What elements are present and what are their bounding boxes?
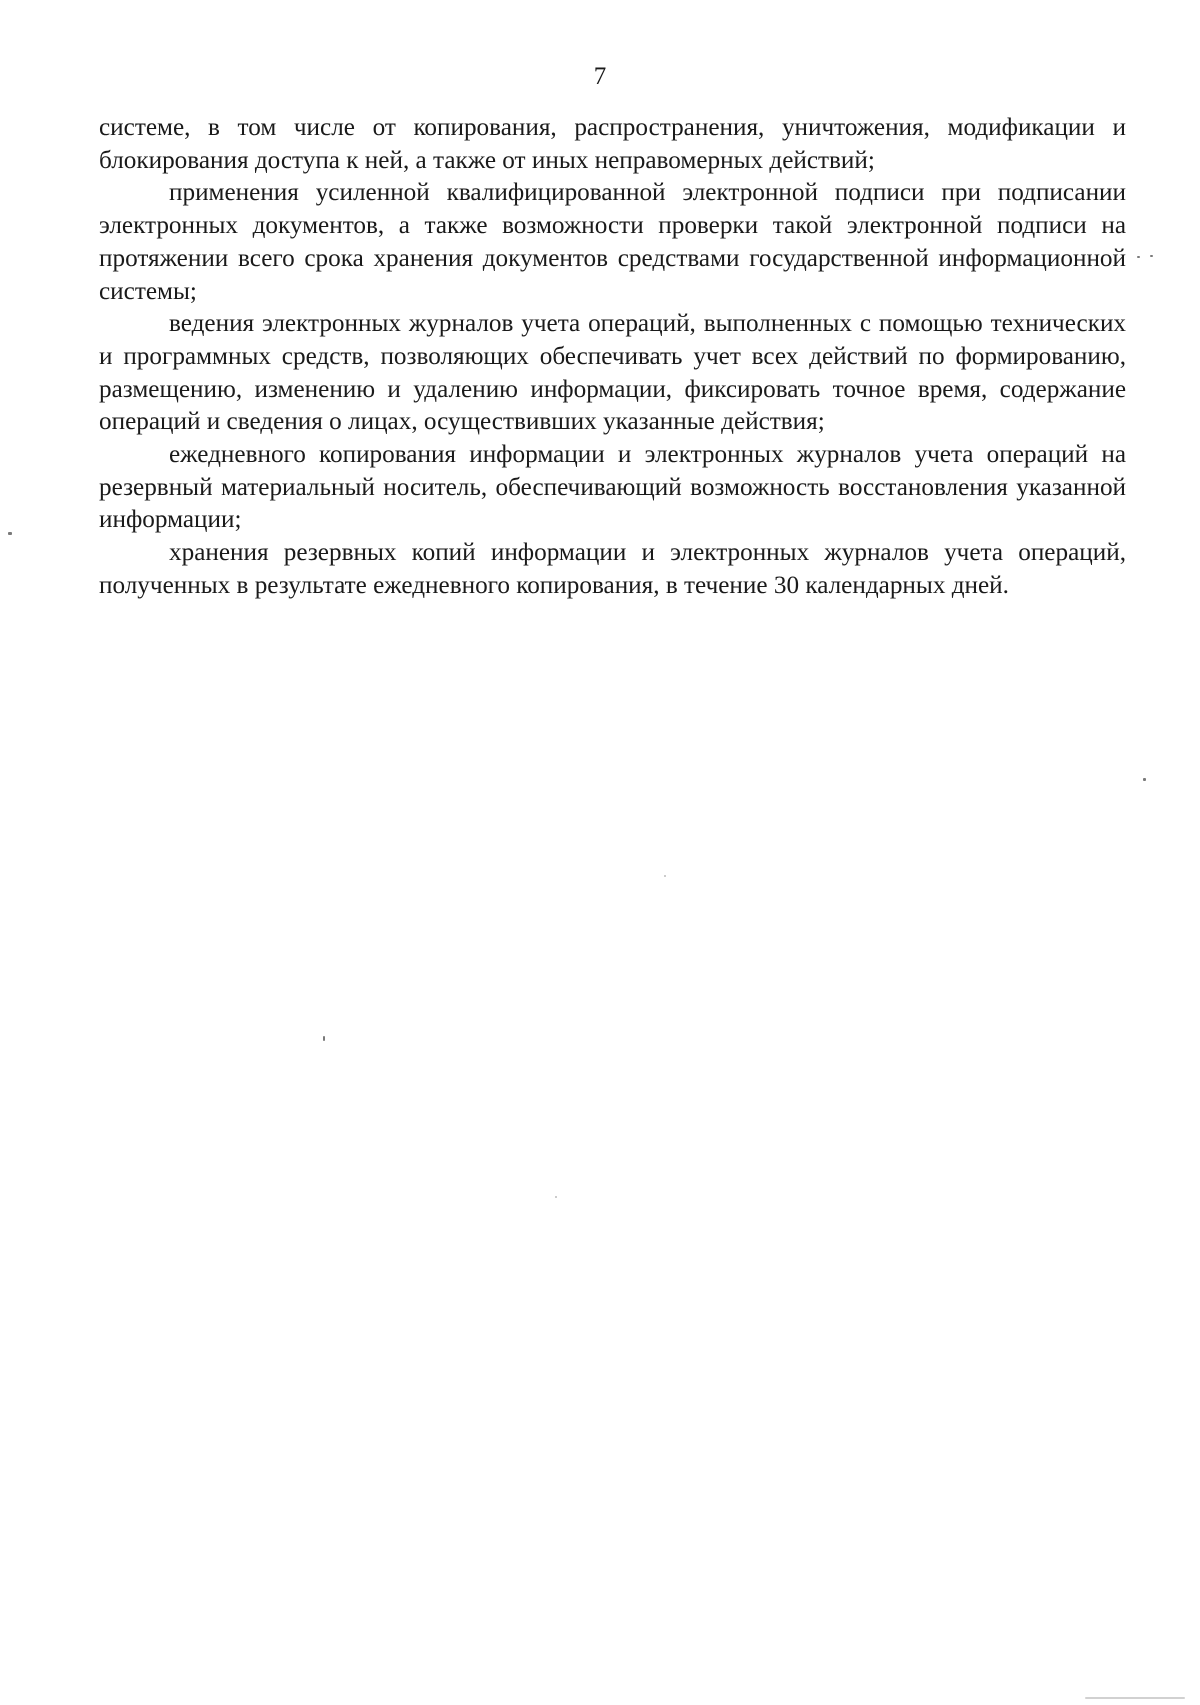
text-line: государственной информационной системы;: [99, 244, 1126, 305]
paragraph-daily-copy: [99, 439, 1126, 537]
text-line: хранения резервных копий информации и электронных журналов учета: [169, 539, 1004, 567]
text-line: восстановления указанной информации;: [99, 473, 1127, 534]
scan-speck: [1137, 256, 1140, 258]
scan-speck: [1143, 778, 1146, 781]
text-line: действия;: [721, 408, 825, 436]
paragraph-signature: [99, 177, 1126, 308]
text-line: технических и программных средств, позволяющих обеспечивать учет всех действий: [99, 310, 1127, 370]
text-line: точное время, содержание операций и сведения о лицах, осуществивших указанные: [99, 375, 1127, 436]
scan-speck: [8, 532, 12, 535]
text-line: и блокирования доступа к ней, а также от иных неправомерных действий;: [99, 114, 1126, 174]
text-line: ежедневного копирования информации и электронных журналов учета: [169, 441, 974, 469]
text-line: по формированию, размещению, изменению и удалению информации, фиксировать: [99, 342, 1127, 403]
text-line: ведения электронных журналов учета операций, выполненных с помощью: [169, 310, 983, 338]
text-line: операций, полученных в результате ежедневного копирования, в течение: [99, 539, 1126, 599]
scan-speck: [1150, 255, 1153, 257]
paragraph-backup-storage: [99, 537, 1126, 602]
text-line: системе, в том числе от копирования, распространения, уничтожения, модификации: [99, 114, 1095, 141]
document-body: [99, 112, 1126, 603]
text-line: операций на резервный материальный носитель, обеспечивающий возможность: [99, 441, 1127, 501]
text-line: 30 календарных дней.: [773, 571, 1009, 599]
scan-speck: [555, 1196, 557, 1198]
text-line: подписании электронных документов, а также возможности проверки такой: [99, 179, 1127, 240]
text-line: электронной подписи на протяжении всего срока хранения документов средствами: [99, 212, 1127, 272]
scan-speck: [1085, 1697, 1185, 1699]
page-number: 7: [593, 63, 607, 90]
scan-speck: [323, 1036, 325, 1041]
paragraph-continuation: [99, 112, 1126, 177]
text-line: применения усиленной квалифицированной электронной подписи при: [169, 179, 981, 207]
paragraph-journals: [99, 308, 1126, 439]
scan-speck: [664, 875, 666, 877]
